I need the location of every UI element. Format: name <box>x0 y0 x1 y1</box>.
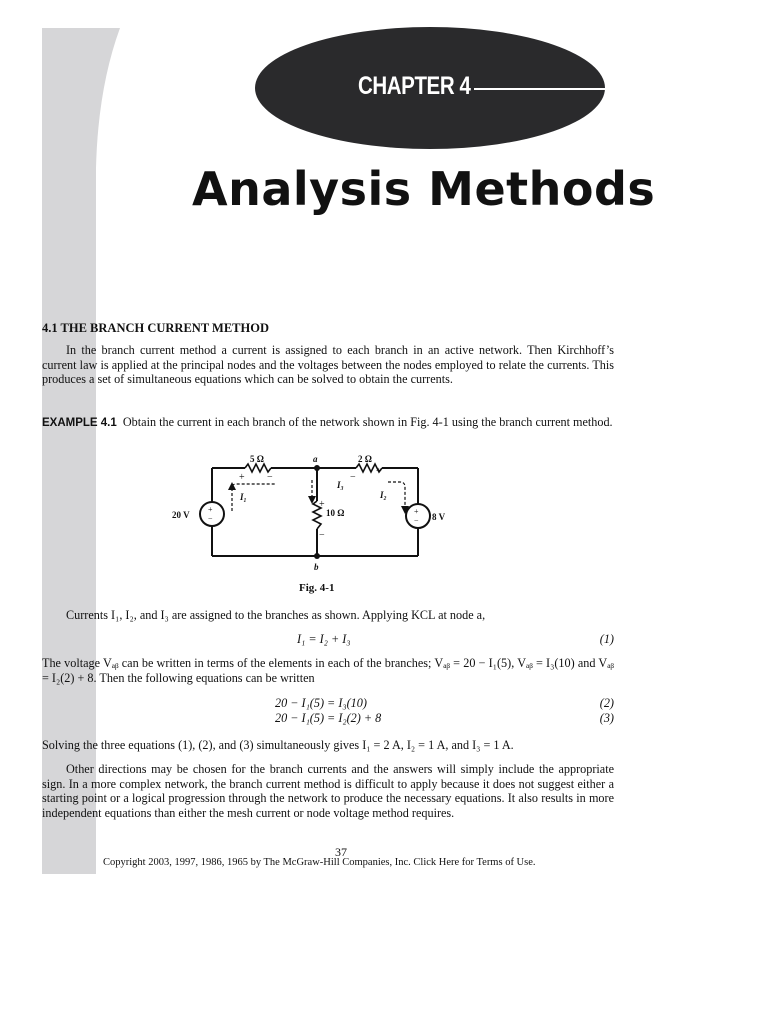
paragraph-solving: Solving the three equations (1), (2), and (3) simultaneously gives I₁ = 2 A, I₂ = 1 A, and I₃ = 1 A. <box>42 738 514 752</box>
chapter-label: CHAPTER 4 <box>358 72 471 100</box>
page-title: Analysis Methods <box>192 162 656 216</box>
svg-text:+: + <box>319 499 325 510</box>
circuit-figure <box>160 446 460 576</box>
resistor-5-label: 5 Ω <box>250 454 264 464</box>
equation-1: I₁ = I₂ + I₃ <box>297 632 351 646</box>
page-number: 37 <box>335 845 347 859</box>
equation-1-number: (1) <box>599 632 614 646</box>
paragraph-closing: Other directions may be chosen for the branch currents and the answers will simply include the appropriate sign. In a more complex network, the branch current method is difficult to apply because it does not suggest either a starting point or a logical progression through the network to produce the necessary equations. It also results in more independent equations than either the mesh current or node voltage method requires. <box>42 762 614 820</box>
figure-caption: Fig. 4-1 <box>299 582 335 594</box>
current-i1-label: I₁ <box>240 492 247 502</box>
equation-2: 20 − I₁(5) = I₃(10) <box>275 696 367 710</box>
node-a-label: a <box>313 454 318 464</box>
current-i2-label: I₂ <box>380 490 387 500</box>
svg-text:−: − <box>414 516 419 525</box>
example-block <box>42 415 614 431</box>
paragraph-currents: Currents I₁, I₂, and I₃ are assigned to the branches as shown. Applying KCL at node a, <box>66 608 486 622</box>
example-text: Obtain the current in each branch of the network shown in Fig. 4-1 using the branch current method. <box>122 415 613 429</box>
svg-text:+: + <box>376 466 382 477</box>
resistor-2-label: 2 Ω <box>358 454 372 464</box>
example-label: EXAMPLE 4.1 <box>42 417 117 429</box>
copyright-link[interactable]: Copyright 2003, 1997, 1986, 1965 by The McGraw-Hill Companies, Inc. Click Here for Terms of Use. <box>103 857 536 868</box>
svg-text:−: − <box>208 514 213 523</box>
paragraph-voltage: The voltage Vₐᵦ can be written in terms of the elements in each of the branches; Vₐᵦ = 20 − I₁(5), Vₐᵦ = I₃(10) and Vₐᵦ = I₂(2) + 8. Then the following equations can be written <box>42 656 614 685</box>
resistor-10-label: 10 Ω <box>326 508 345 518</box>
svg-text:+: + <box>414 507 419 516</box>
svg-text:+: + <box>239 472 245 483</box>
source-20v-label: 20 V <box>172 510 190 520</box>
svg-text:+: + <box>208 505 213 514</box>
svg-text:−: − <box>350 472 356 483</box>
equation-3-number: (3) <box>599 711 614 725</box>
current-i3-label: I₃ <box>337 480 344 490</box>
section-heading: 4.1 THE BRANCH CURRENT METHOD <box>42 321 269 335</box>
paragraph-intro: In the branch current method a current is assigned to each branch in an active network. Then Kirchhoff’s current law is applied at the principal nodes and the voltages between the nodes employed to relate the currents. This produces a set of simultaneous equations which can be solved to obtain the currents. <box>42 343 614 387</box>
equation-3: 20 − I₁(5) = I₂(2) + 8 <box>275 711 382 725</box>
equation-2-number: (2) <box>599 696 614 710</box>
node-b-label: b <box>314 562 319 572</box>
chapter-rule <box>474 88 612 90</box>
svg-text:−: − <box>267 472 273 483</box>
svg-text:−: − <box>319 530 325 541</box>
source-8v-label: 8 V <box>432 512 446 522</box>
